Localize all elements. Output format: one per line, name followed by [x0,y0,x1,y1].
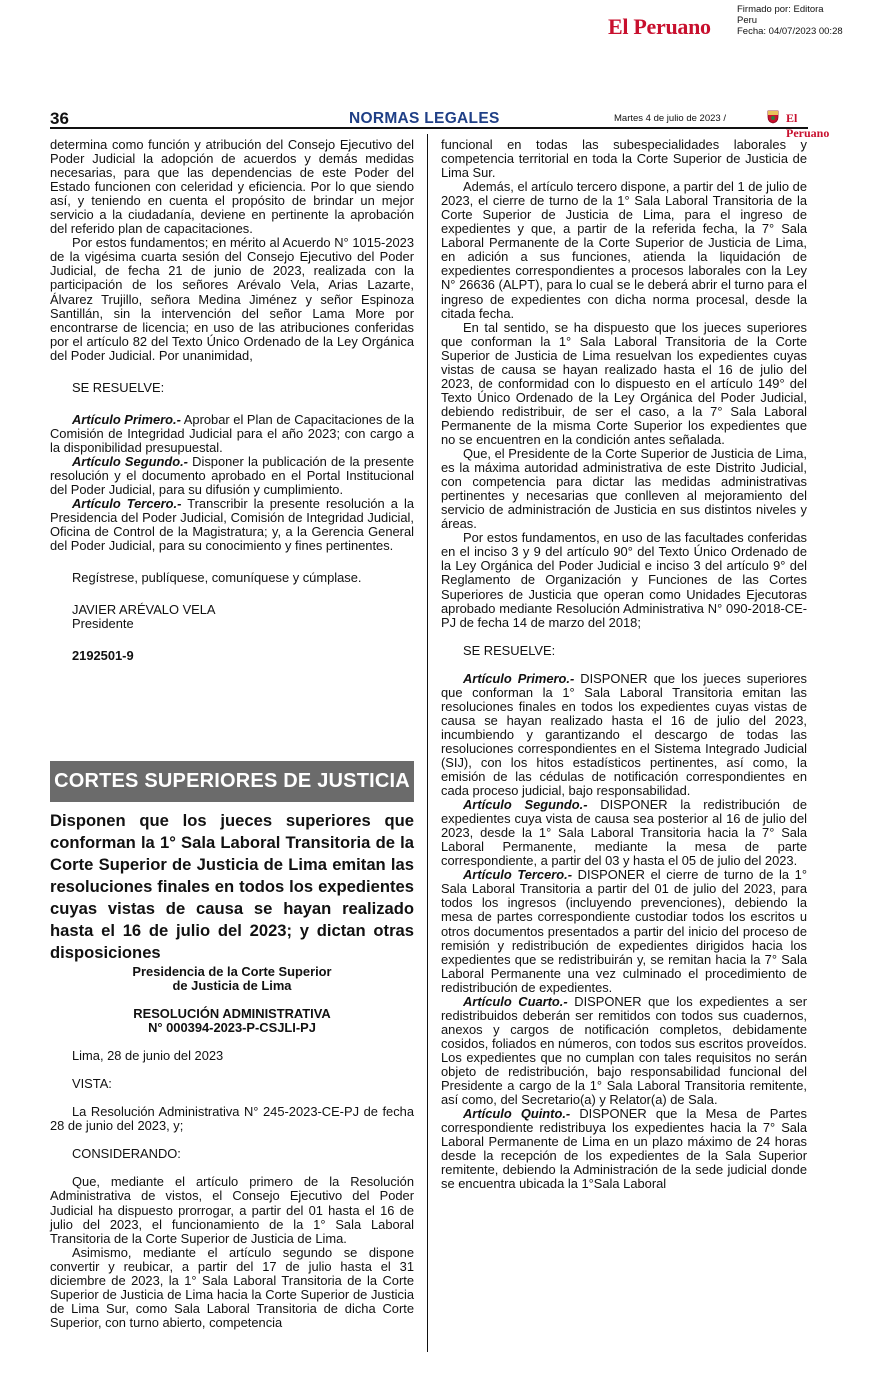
article-2 [441,798,807,868]
column-divider [427,134,428,1352]
resolution-title: RESOLUCIÓN ADMINISTRATIVA [133,1006,331,1022]
article-text: DISPONER el cierre de turno de la 1° Sala Laboral Transitoria a partir del 01 de julio del 2023, para todos los ingresos (incluyendo prevenciones), debiendo la mesa de partes correspondiente custodiar todos los escritos u otros documentos presentados a partir del inicio del proceso de remisión y redistribución de expedientes dirigidos hacia los expedientes que se redistribuirán y, se remitan hacia la 7° Sala Laboral Permanente una vez culminado el procedimiento de redistribución de expedientes. [441,867,807,995]
article-text: DISPONER que los jueces superiores que conforman la 1° Sala Laboral Transitoria emitan las resoluciones finales en todos los expedientes cuyas vistas de causa se hayan realizado hasta el 16 de julio del 2023, incumbiendo y garantizando el descargo de todas las resoluciones correspondientes en el Sistema Integrado Judicial (SIJ), con los hitos estadísticos pertinentes, así como, la emisión de las cédulas de notificación correspondientes en cada proceso judicial, bajo responsabilidad. [441,670,807,799]
section-banner: CORTES SUPERIORES DE JUSTICIA [50,761,414,802]
signer-role: Presidente [72,616,134,632]
document-code: 2192501-9 [72,648,134,664]
paragraph: Por estos fundamentos; en mérito al Acuerdo N° 1015-2023 de la vigésima cuarta sesión del Consejo Ejecutivo del Poder Judicial, de fecha 21 de junio de 2023, realizada con la participación de los señores Arévalo Vela, Arias Lazarte, Álvarez Trujillo, señora Medina Jiménez y señor Espinoza Santillán, sin la intervención del señor Lama More por encontrarse de licencia; en uso de las atribuciones conferidas por el artículo 82 del Texto Único Ordenado de la Ley Orgánica del Poder Judicial. Por unanimidad, [50,235,414,363]
article-4 [441,995,807,1107]
paragraph: Por estos fundamentos, en uso de las facultades conferidas en el inciso 3 y 9 del artículo 90° del Texto Único Ordenado de la Ley Orgánica del Poder Judicial e inciso 3 del artículo 9° del Reglamento de Organización y Funciones de las Cortes Superiores de Justicia que operan como Unidades Ejecutoras aprobado mediante Resolución Administrativa N° 090-2018-CE-PJ de fecha 14 de marzo del 2018; [441,530,807,630]
article-2 [50,455,414,497]
article-3 [441,868,807,994]
article-text: Disponer la publicación de la presente resolución y el documento aprobado en el Portal Institucional del Poder Judicial, para su difusión y cumplimiento. [50,453,414,498]
paragraph: Además, el artículo tercero dispone, a partir del 1 de julio de 2023, el cierre de turno de la 1° Sala Laboral Transitoria de la Corte Superior de Justicia de Lima, para el ingreso de expedientes y que, a partir de la referida fecha, la 7° Sala Laboral Permanente de la Corte Superior de Justicia de Lima, en adición a sus funciones, atienda la liquidación de expedientes correspondientes a procesos laborales con la Ley N° 26636 (ALPT), para lo cual se le deberá abrir el turno para el ingreso de expedientes con dicha norma procesal, desde la citada fecha. [441,179,807,321]
resolution-number: N° 000394-2023-P-CSJLI-PJ [148,1020,316,1036]
paragraph: La Resolución Administrativa N° 245-2023-CE-PJ de fecha 28 de junio del 2023, y; [50,1104,414,1134]
article-label: Artículo Cuarto.- [463,993,568,1009]
considerando-heading: CONSIDERANDO: [72,1146,181,1162]
right-column [441,138,807,1191]
article-text: Aprobar el Plan de Capacitaciones de la Comisión de Integridad Judicial para el año 2023; con cargo a la disponibilidad presupuestal. [50,411,414,455]
page-header [50,108,830,140]
resolve-heading: SE RESUELVE: [72,379,165,395]
paragraph: determina como función y atribución del Consejo Ejecutivo del Poder Judicial la adopción de acuerdos y demás medidas necesarias, para que las dependencias de este Poder del Estado funcionen con celeridad y eficiencia. Por lo que siendo así, y teniendo en cuenta el propósito de brindar un mejor servicio a la ciudadanía, deviene en pertinente la aprobación del referido plan de capacitaciones. [50,137,414,237]
peru-crest-icon [766,109,780,124]
paragraph: Que, el Presidente de la Corte Superior de Justicia de Lima, es la máxima autoridad administrativa de este Distrito Judicial, con competencia para dictar las medidas administrativas pertinentes y necesarias que conlleven al mejoramiento del servicio de administración de Justicia en sus distintos niveles y áreas. [441,446,807,532]
vista-heading: VISTA: [72,1076,112,1092]
article-label: Artículo Segundo.- [463,797,588,813]
left-column [50,138,414,663]
signature-signer: Firmado por: Editora [737,4,824,15]
article-text: DISPONER la redistribución de expedientes cuya vista de causa sea posterior al 16 de julio del 2023, desde la 1° Sala Laboral Transitoria hacia la 7° Sala Laboral Permanente, mediante la mesa de parte correspondiente, a partir del 03 y hasta el 05 de julio del 2023. [441,797,807,869]
article-text: DISPONER que la Mesa de Partes correspondiente redistribuya los expedientes hacia la 7° Sala Laboral Permanente de Lima en un plazo máximo de 24 horas desde la recepción de los expedientes de la Sala Superior remitente, debiendo la Administración de la sede judicial donde se encuentra ubicada la 1°Sala Laboral [441,1106,807,1192]
issue-date: Martes 4 de julio de 2023 / [614,113,726,124]
section-title: NORMAS LEGALES [349,110,500,127]
article-label: Artículo Tercero.- [72,496,182,512]
signer-name: JAVIER ARÉVALO VELA [72,602,216,618]
article-5 [441,1107,807,1191]
article-1 [50,413,414,455]
header-rule [50,127,808,129]
article-label: Artículo Segundo.- [72,453,188,469]
el-peruano-logo: El Peruano [608,14,711,39]
resolve-heading: SE RESUELVE: [463,642,556,658]
issuer-line: Presidencia de la Corte Superior [132,964,332,979]
article-label: Artículo Tercero.- [463,867,573,883]
article-label: Artículo Primero.- [463,670,575,686]
article-1 [441,672,807,798]
el-peruano-small-logo: El Peruano [786,111,830,140]
signature-date: Fecha: 04/07/2023 00:28 [737,26,843,37]
signature-country: Peru [737,15,758,26]
place-date: Lima, 28 de junio del 2023 [72,1048,224,1064]
article-headline: Disponen que los jueces superiores que conforman la 1° Sala Laboral Transitoria de la Corte Superior de Justicia de Lima emitan las resoluciones finales en todos los expedientes cuyas vistas de causa se hayan realizado hasta el 16 de julio del 2023; y dictan otras disposiciones [50,811,414,962]
article-label: Artículo Primero.- [72,411,181,427]
article-label: Artículo Quinto.- [463,1106,571,1122]
page-number: 36 [50,109,69,128]
paragraph: funcional en todas las subespecialidades laborales y competencia territorial en toda la Corte Superior de Justicia de Lima Sur. [441,137,807,181]
digital-signature [737,4,867,37]
article-3 [50,497,414,553]
paragraph: Que, mediante el artículo primero de la Resolución Administrativa de vistos, el Consejo Ejecutivo del Poder Judicial ha dispuesto prorrogar, a partir del 01 hasta el 16 de julio del 2023, el funcionamiento de la 1° Sala Laboral Transitoria de la Corte Superior de Justicia de Lima. [50,1174,414,1246]
left-column-resolution [50,965,414,1330]
paragraph: Asimismo, mediante el artículo segundo se dispone convertir y reubicar, a partir del 17 de julio hasta el 31 diciembre de 2023, la 1° Sala Laboral Transitoria de la Corte Superior de Justicia de Lima hacia la Corte Superior de Justicia de Lima Sur, como Sala Laboral Transitoria de dicha Corte Superior, con turno abierto, competencia [50,1244,414,1330]
paragraph: En tal sentido, se ha dispuesto que los jueces superiores que conforman la 1° Sala Laboral Transitoria de la Corte Superior de Justicia de Lima resuelvan los expedientes cuyas vistas de causa se hayan realizado hasta el 16 de julio del 2023, de conformidad con lo dispuesto en el artículo 149° del Texto Único Ordenado de la Ley Orgánica del Poder Judicial, debiendo redistribuir, de ser el caso, a la 7° Sala Laboral Permanente de la misma Corte Superior los expedientes que no se encuentren en la condición antes señalada. [441,319,807,447]
issuer-line: de Justicia de Lima [172,978,292,994]
article-text: DISPONER que los expedientes a ser redistribuidos deberán ser remitidos con todos sus cuadernos, anexos y cargos de notificación completos, debidamente cosidos, foliados en números, con todos sus escritos proveídos. Los expedientes que no cumplan con tales requisitos no serán objeto de redistribución, bajo responsabilidad funcional del Presidente a cargo de la 1° Sala Laboral Transitoria remitente, así como, del Secretario(a) y Relator(a) de Sala. [441,993,807,1108]
article-text: Transcribir la presente resolución a la Presidencia del Poder Judicial, Comisión de Integridad Judicial, Oficina de Control de la Magistratura; y, a la Gerencia General del Poder Judicial, para su conocimiento y fines pertinentes. [50,496,415,554]
closing-formula: Regístrese, publíquese, comuníquese y cúmplase. [72,570,362,586]
